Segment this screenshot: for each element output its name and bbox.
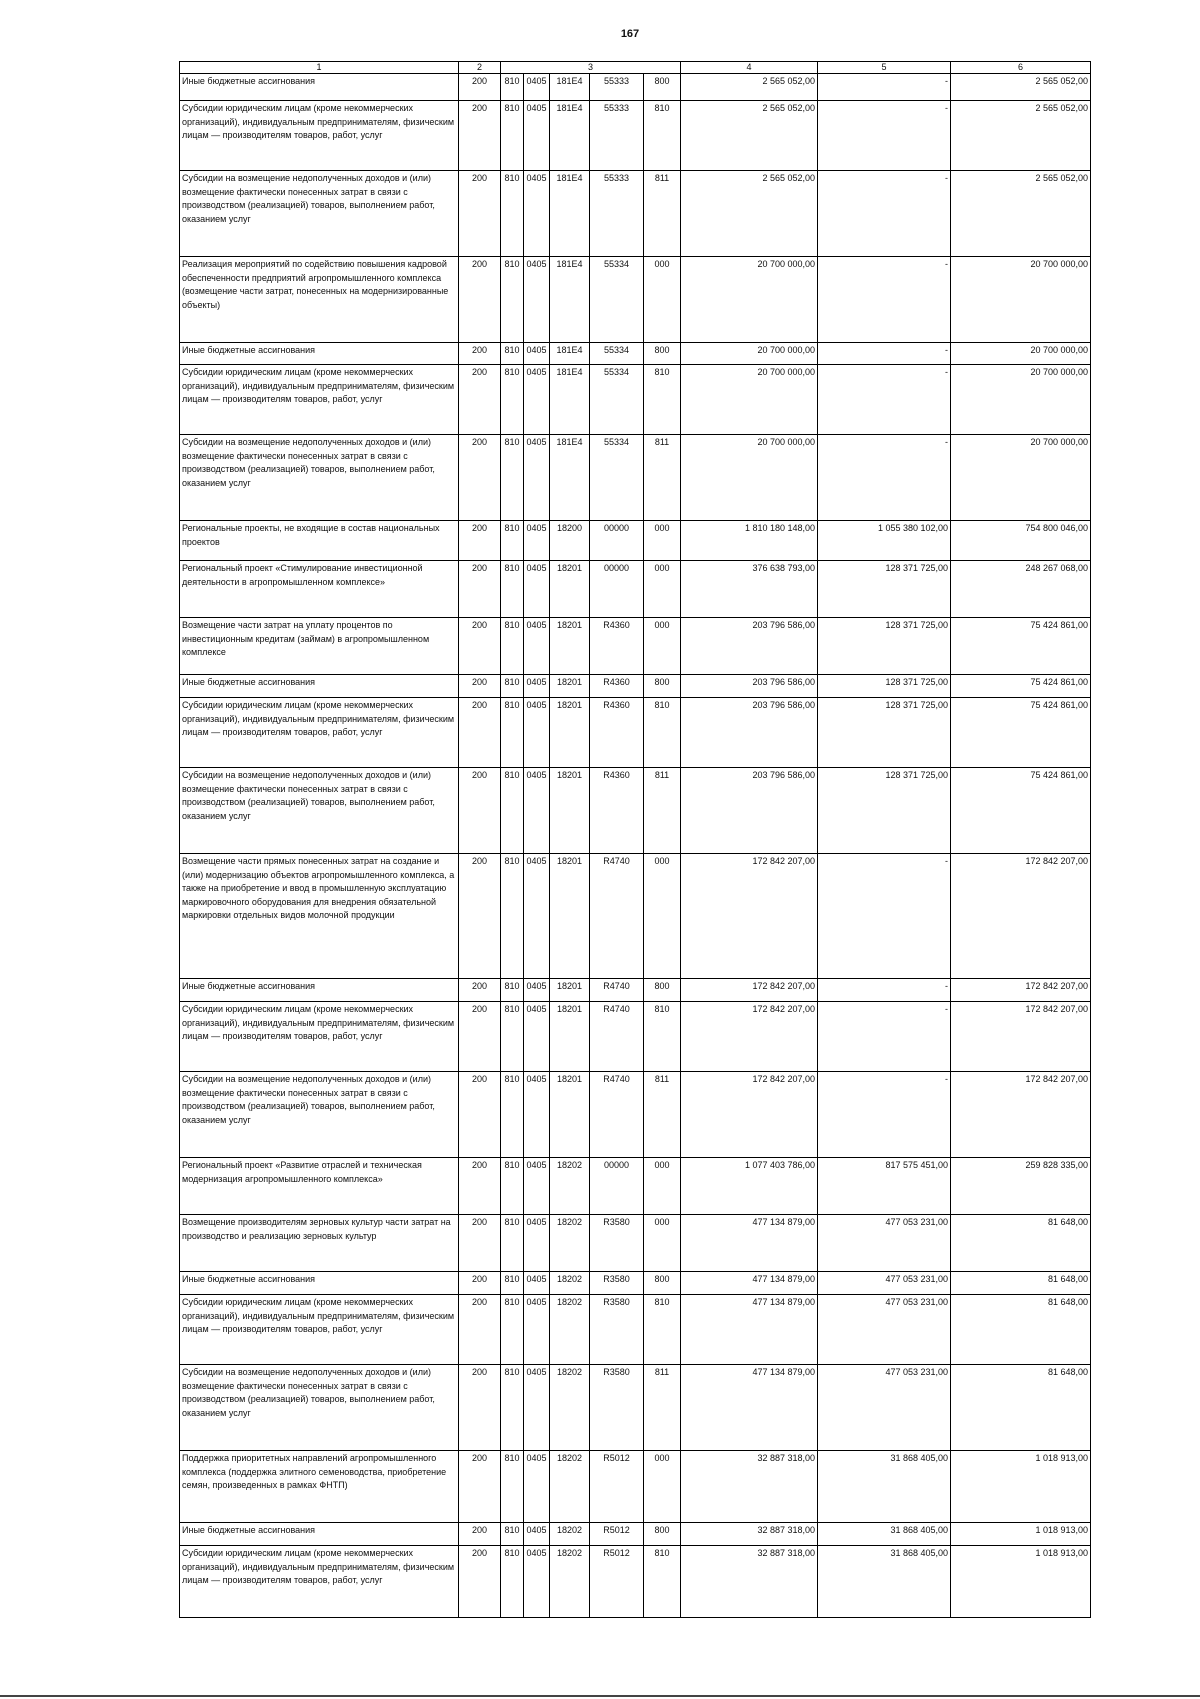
row-expense-type: 000	[644, 854, 681, 979]
header-col-5: 5	[818, 62, 951, 74]
row-code: 200	[459, 1546, 501, 1618]
row-name: Субсидии юридическим лицам (кроме некоммерческих организаций), индивидуальным предпринимателям, физическим лицам — производителям товаров, работ, услуг	[180, 365, 459, 435]
row-code: 200	[459, 74, 501, 101]
row-program-code: 18201	[550, 1002, 590, 1072]
table-row	[180, 698, 1091, 768]
row-section: 810	[501, 618, 524, 675]
row-program-code: 18202	[550, 1158, 590, 1215]
row-expense-type: 811	[644, 171, 681, 257]
row-amount-regional: 81 648,00	[951, 1215, 1091, 1272]
row-code: 200	[459, 1451, 501, 1523]
row-amount-federal: -	[818, 1002, 951, 1072]
table-row	[180, 1451, 1091, 1523]
row-program-code: 18202	[550, 1295, 590, 1365]
row-subsection: 0405	[524, 343, 550, 365]
row-amount-total: 20 700 000,00	[681, 257, 818, 343]
row-subsection: 0405	[524, 675, 550, 698]
row-expense-type: 811	[644, 1365, 681, 1451]
row-subsection: 0405	[524, 1295, 550, 1365]
row-expense-type: 810	[644, 101, 681, 171]
row-amount-federal: 128 371 725,00	[818, 675, 951, 698]
table-row	[180, 257, 1091, 343]
row-code: 200	[459, 854, 501, 979]
row-section: 810	[501, 74, 524, 101]
row-code: 200	[459, 365, 501, 435]
row-section: 810	[501, 854, 524, 979]
row-amount-federal: 1 055 380 102,00	[818, 521, 951, 561]
row-program-code: 18201	[550, 698, 590, 768]
row-amount-federal: 477 053 231,00	[818, 1295, 951, 1365]
row-code: 200	[459, 618, 501, 675]
row-subsection: 0405	[524, 1365, 550, 1451]
row-amount-federal: -	[818, 979, 951, 1002]
row-amount-total: 172 842 207,00	[681, 1072, 818, 1158]
row-section: 810	[501, 1002, 524, 1072]
row-amount-total: 1 077 403 786,00	[681, 1158, 818, 1215]
row-direction-code: 55334	[590, 343, 644, 365]
row-expense-type: 800	[644, 1272, 681, 1295]
row-section: 810	[501, 1546, 524, 1618]
row-code: 200	[459, 1365, 501, 1451]
row-amount-federal: -	[818, 365, 951, 435]
table-row	[180, 1272, 1091, 1295]
row-amount-regional: 75 424 861,00	[951, 618, 1091, 675]
table-row	[180, 1523, 1091, 1546]
row-amount-federal: 477 053 231,00	[818, 1215, 951, 1272]
row-name: Субсидии юридическим лицам (кроме некоммерческих организаций), индивидуальным предпринимателям, физическим лицам — производителям товаров, работ, услуг	[180, 1002, 459, 1072]
row-amount-total: 2 565 052,00	[681, 101, 818, 171]
row-direction-code: 55334	[590, 435, 644, 521]
header-row	[180, 62, 1091, 74]
row-amount-regional: 2 565 052,00	[951, 74, 1091, 101]
table-row	[180, 1295, 1091, 1365]
row-subsection: 0405	[524, 1072, 550, 1158]
row-section: 810	[501, 1523, 524, 1546]
row-amount-regional: 248 267 068,00	[951, 561, 1091, 618]
row-section: 810	[501, 1072, 524, 1158]
row-name: Иные бюджетные ассигнования	[180, 74, 459, 101]
row-amount-regional: 2 565 052,00	[951, 171, 1091, 257]
row-program-code: 18202	[550, 1215, 590, 1272]
row-direction-code: 00000	[590, 561, 644, 618]
row-program-code: 18201	[550, 675, 590, 698]
row-code: 200	[459, 561, 501, 618]
row-amount-total: 477 134 879,00	[681, 1365, 818, 1451]
row-name: Возмещение производителям зерновых культур части затрат на производство и реализацию зерновых культур	[180, 1215, 459, 1272]
table-row	[180, 343, 1091, 365]
row-amount-federal: -	[818, 1072, 951, 1158]
row-amount-federal: -	[818, 171, 951, 257]
row-amount-regional: 1 018 913,00	[951, 1523, 1091, 1546]
row-program-code: 181E4	[550, 343, 590, 365]
row-amount-total: 172 842 207,00	[681, 1002, 818, 1072]
row-direction-code: R4360	[590, 675, 644, 698]
row-amount-federal: 477 053 231,00	[818, 1365, 951, 1451]
bottom-rule	[0, 1695, 1200, 1697]
row-code: 200	[459, 171, 501, 257]
header-col-3: 3	[501, 62, 681, 74]
row-section: 810	[501, 698, 524, 768]
table-row	[180, 1072, 1091, 1158]
row-program-code: 18200	[550, 521, 590, 561]
row-direction-code: R3580	[590, 1272, 644, 1295]
row-direction-code: R5012	[590, 1451, 644, 1523]
row-direction-code: 55334	[590, 257, 644, 343]
row-amount-regional: 81 648,00	[951, 1295, 1091, 1365]
row-name: Субсидии на возмещение недополученных доходов и (или) возмещение фактически понесенных затрат в связи с производством (реализацией) товаров, выполнением работ, оказанием услуг	[180, 435, 459, 521]
row-subsection: 0405	[524, 979, 550, 1002]
header-col-1: 1	[180, 62, 459, 74]
row-name: Субсидии юридическим лицам (кроме некоммерческих организаций), индивидуальным предпринимателям, физическим лицам — производителям товаров, работ, услуг	[180, 1546, 459, 1618]
row-program-code: 18201	[550, 854, 590, 979]
row-direction-code: R4360	[590, 768, 644, 854]
row-amount-regional: 1 018 913,00	[951, 1546, 1091, 1618]
row-amount-regional: 81 648,00	[951, 1365, 1091, 1451]
table-row	[180, 74, 1091, 101]
row-amount-total: 20 700 000,00	[681, 435, 818, 521]
row-subsection: 0405	[524, 257, 550, 343]
table-row	[180, 675, 1091, 698]
row-amount-total: 477 134 879,00	[681, 1295, 818, 1365]
row-amount-federal: -	[818, 101, 951, 171]
row-amount-regional: 75 424 861,00	[951, 698, 1091, 768]
budget-table	[179, 61, 1091, 1618]
row-expense-type: 810	[644, 1002, 681, 1072]
row-amount-federal: -	[818, 74, 951, 101]
row-name: Иные бюджетные ассигнования	[180, 1272, 459, 1295]
row-program-code: 18201	[550, 768, 590, 854]
row-program-code: 181E4	[550, 74, 590, 101]
table-row	[180, 979, 1091, 1002]
row-amount-federal: 31 868 405,00	[818, 1546, 951, 1618]
table-row	[180, 521, 1091, 561]
row-code: 200	[459, 979, 501, 1002]
row-subsection: 0405	[524, 171, 550, 257]
row-amount-regional: 20 700 000,00	[951, 365, 1091, 435]
row-program-code: 18202	[550, 1365, 590, 1451]
row-direction-code: R4740	[590, 854, 644, 979]
row-expense-type: 800	[644, 979, 681, 1002]
row-amount-total: 20 700 000,00	[681, 365, 818, 435]
row-direction-code: 00000	[590, 521, 644, 561]
row-code: 200	[459, 1295, 501, 1365]
row-name: Субсидии на возмещение недополученных доходов и (или) возмещение фактически понесенных затрат в связи с производством (реализацией) товаров, выполнением работ, оказанием услуг	[180, 171, 459, 257]
row-section: 810	[501, 675, 524, 698]
row-direction-code: 55333	[590, 171, 644, 257]
row-expense-type: 811	[644, 768, 681, 854]
row-amount-federal: -	[818, 257, 951, 343]
row-amount-total: 203 796 586,00	[681, 698, 818, 768]
row-expense-type: 000	[644, 1158, 681, 1215]
row-expense-type: 811	[644, 1072, 681, 1158]
row-code: 200	[459, 768, 501, 854]
table-row	[180, 1365, 1091, 1451]
row-subsection: 0405	[524, 698, 550, 768]
row-direction-code: 55333	[590, 101, 644, 171]
row-amount-regional: 1 018 913,00	[951, 1451, 1091, 1523]
row-subsection: 0405	[524, 101, 550, 171]
row-section: 810	[501, 979, 524, 1002]
table-row	[180, 854, 1091, 979]
row-program-code: 18201	[550, 979, 590, 1002]
row-name: Иные бюджетные ассигнования	[180, 1523, 459, 1546]
row-name: Субсидии на возмещение недополученных доходов и (или) возмещение фактически понесенных затрат в связи с производством (реализацией) товаров, выполнением работ, оказанием услуг	[180, 1072, 459, 1158]
row-amount-total: 203 796 586,00	[681, 675, 818, 698]
row-program-code: 181E4	[550, 101, 590, 171]
row-name: Иные бюджетные ассигнования	[180, 979, 459, 1002]
row-expense-type: 800	[644, 1523, 681, 1546]
row-subsection: 0405	[524, 521, 550, 561]
row-section: 810	[501, 257, 524, 343]
row-code: 200	[459, 1158, 501, 1215]
row-amount-total: 20 700 000,00	[681, 343, 818, 365]
row-program-code: 18202	[550, 1546, 590, 1618]
row-subsection: 0405	[524, 74, 550, 101]
row-direction-code: R4360	[590, 618, 644, 675]
row-amount-federal: 128 371 725,00	[818, 618, 951, 675]
row-expense-type: 811	[644, 435, 681, 521]
row-code: 200	[459, 521, 501, 561]
row-direction-code: 55333	[590, 74, 644, 101]
row-program-code: 18202	[550, 1272, 590, 1295]
row-program-code: 18202	[550, 1451, 590, 1523]
row-amount-regional: 20 700 000,00	[951, 343, 1091, 365]
row-subsection: 0405	[524, 1002, 550, 1072]
table-row	[180, 768, 1091, 854]
row-code: 200	[459, 435, 501, 521]
page-number: 167	[620, 28, 640, 40]
row-section: 810	[501, 171, 524, 257]
table-row	[180, 1158, 1091, 1215]
row-name: Субсидии юридическим лицам (кроме некоммерческих организаций), индивидуальным предпринимателям, физическим лицам — производителям товаров, работ, услуг	[180, 1295, 459, 1365]
row-program-code: 181E4	[550, 257, 590, 343]
row-name: Субсидии на возмещение недополученных доходов и (или) возмещение фактически понесенных затрат в связи с производством (реализацией) товаров, выполнением работ, оказанием услуг	[180, 1365, 459, 1451]
row-section: 810	[501, 521, 524, 561]
row-amount-federal: 31 868 405,00	[818, 1523, 951, 1546]
row-amount-total: 2 565 052,00	[681, 74, 818, 101]
row-amount-regional: 259 828 335,00	[951, 1158, 1091, 1215]
row-amount-federal: -	[818, 854, 951, 979]
row-code: 200	[459, 1002, 501, 1072]
table-row	[180, 435, 1091, 521]
row-section: 810	[501, 1451, 524, 1523]
row-name: Иные бюджетные ассигнования	[180, 675, 459, 698]
row-name: Субсидии юридическим лицам (кроме некоммерческих организаций), индивидуальным предпринимателям, физическим лицам — производителям товаров, работ, услуг	[180, 101, 459, 171]
row-amount-total: 203 796 586,00	[681, 768, 818, 854]
row-amount-federal: 128 371 725,00	[818, 698, 951, 768]
row-amount-federal: 31 868 405,00	[818, 1451, 951, 1523]
row-code: 200	[459, 343, 501, 365]
row-subsection: 0405	[524, 854, 550, 979]
row-amount-federal: 817 575 451,00	[818, 1158, 951, 1215]
row-code: 200	[459, 257, 501, 343]
row-amount-federal: -	[818, 343, 951, 365]
row-expense-type: 800	[644, 343, 681, 365]
row-program-code: 181E4	[550, 171, 590, 257]
row-amount-regional: 81 648,00	[951, 1272, 1091, 1295]
row-amount-regional: 2 565 052,00	[951, 101, 1091, 171]
row-amount-regional: 172 842 207,00	[951, 854, 1091, 979]
row-amount-federal: 128 371 725,00	[818, 561, 951, 618]
row-expense-type: 000	[644, 561, 681, 618]
row-section: 810	[501, 435, 524, 521]
row-expense-type: 000	[644, 1451, 681, 1523]
row-expense-type: 000	[644, 257, 681, 343]
row-expense-type: 810	[644, 1546, 681, 1618]
row-amount-regional: 20 700 000,00	[951, 435, 1091, 521]
row-name: Реализация мероприятий по содействию повышения кадровой обеспеченности предприятий агропромышленного комплекса (возмещение части затрат, понесенных на модернизированные объекты)	[180, 257, 459, 343]
row-amount-total: 172 842 207,00	[681, 979, 818, 1002]
header-col-4: 4	[681, 62, 818, 74]
row-section: 810	[501, 1215, 524, 1272]
row-amount-federal: 477 053 231,00	[818, 1272, 951, 1295]
row-amount-federal: 128 371 725,00	[818, 768, 951, 854]
row-name: Возмещение части затрат на уплату процентов по инвестиционным кредитам (займам) в агропромышленном комплексе	[180, 618, 459, 675]
row-amount-federal: -	[818, 435, 951, 521]
table-row	[180, 618, 1091, 675]
row-expense-type: 800	[644, 675, 681, 698]
row-section: 810	[501, 365, 524, 435]
row-amount-total: 203 796 586,00	[681, 618, 818, 675]
row-amount-regional: 172 842 207,00	[951, 979, 1091, 1002]
row-code: 200	[459, 1272, 501, 1295]
row-direction-code: R4740	[590, 1072, 644, 1158]
header-col-2: 2	[459, 62, 501, 74]
row-code: 200	[459, 1523, 501, 1546]
row-subsection: 0405	[524, 435, 550, 521]
table-row	[180, 1546, 1091, 1618]
table-row	[180, 101, 1091, 171]
row-expense-type: 810	[644, 698, 681, 768]
row-name: Субсидии юридическим лицам (кроме некоммерческих организаций), индивидуальным предпринимателям, физическим лицам — производителям товаров, работ, услуг	[180, 698, 459, 768]
table-row	[180, 365, 1091, 435]
row-expense-type: 810	[644, 1295, 681, 1365]
row-amount-total: 172 842 207,00	[681, 854, 818, 979]
row-amount-regional: 20 700 000,00	[951, 257, 1091, 343]
row-direction-code: R4360	[590, 698, 644, 768]
row-direction-code: 00000	[590, 1158, 644, 1215]
row-amount-total: 477 134 879,00	[681, 1215, 818, 1272]
row-section: 810	[501, 101, 524, 171]
row-section: 810	[501, 1365, 524, 1451]
row-program-code: 181E4	[550, 365, 590, 435]
row-section: 810	[501, 1272, 524, 1295]
row-subsection: 0405	[524, 1546, 550, 1618]
row-amount-total: 1 810 180 148,00	[681, 521, 818, 561]
row-section: 810	[501, 768, 524, 854]
row-amount-regional: 754 800 046,00	[951, 521, 1091, 561]
row-direction-code: R3580	[590, 1215, 644, 1272]
row-amount-total: 376 638 793,00	[681, 561, 818, 618]
row-direction-code: R4740	[590, 1002, 644, 1072]
row-subsection: 0405	[524, 768, 550, 854]
row-amount-total: 32 887 318,00	[681, 1451, 818, 1523]
row-name: Региональные проекты, не входящие в состав национальных проектов	[180, 521, 459, 561]
row-subsection: 0405	[524, 365, 550, 435]
row-amount-regional: 75 424 861,00	[951, 675, 1091, 698]
row-expense-type: 000	[644, 618, 681, 675]
row-amount-total: 477 134 879,00	[681, 1272, 818, 1295]
row-amount-regional: 75 424 861,00	[951, 768, 1091, 854]
row-subsection: 0405	[524, 1451, 550, 1523]
row-expense-type: 000	[644, 521, 681, 561]
row-direction-code: R4740	[590, 979, 644, 1002]
row-code: 200	[459, 101, 501, 171]
row-program-code: 181E4	[550, 435, 590, 521]
row-section: 810	[501, 343, 524, 365]
row-program-code: 18201	[550, 618, 590, 675]
row-subsection: 0405	[524, 1158, 550, 1215]
table-row	[180, 171, 1091, 257]
row-name: Поддержка приоритетных направлений агропромышленного комплекса (поддержка элитного семеноводства, приобретение семян, произведенных в рамках ФНТП)	[180, 1451, 459, 1523]
row-section: 810	[501, 1295, 524, 1365]
row-amount-total: 2 565 052,00	[681, 171, 818, 257]
row-name: Региональный проект «Стимулирование инвестиционной деятельности в агропромышленном комплексе»	[180, 561, 459, 618]
row-expense-type: 810	[644, 365, 681, 435]
row-program-code: 18201	[550, 1072, 590, 1158]
row-program-code: 18201	[550, 561, 590, 618]
row-direction-code: R5012	[590, 1523, 644, 1546]
table-row	[180, 1215, 1091, 1272]
row-code: 200	[459, 1215, 501, 1272]
row-amount-total: 32 887 318,00	[681, 1523, 818, 1546]
row-amount-regional: 172 842 207,00	[951, 1072, 1091, 1158]
row-subsection: 0405	[524, 1215, 550, 1272]
row-name: Региональный проект «Развитие отраслей и техническая модернизация агропромышленного комплекса»	[180, 1158, 459, 1215]
table-row	[180, 561, 1091, 618]
row-direction-code: R5012	[590, 1546, 644, 1618]
header-col-6: 6	[951, 62, 1091, 74]
row-section: 810	[501, 1158, 524, 1215]
row-name: Субсидии на возмещение недополученных доходов и (или) возмещение фактически понесенных затрат в связи с производством (реализацией) товаров, выполнением работ, оказанием услуг	[180, 768, 459, 854]
row-direction-code: R3580	[590, 1295, 644, 1365]
row-section: 810	[501, 561, 524, 618]
row-subsection: 0405	[524, 1523, 550, 1546]
row-code: 200	[459, 1072, 501, 1158]
row-amount-total: 32 887 318,00	[681, 1546, 818, 1618]
row-subsection: 0405	[524, 561, 550, 618]
row-subsection: 0405	[524, 618, 550, 675]
row-amount-regional: 172 842 207,00	[951, 1002, 1091, 1072]
row-direction-code: R3580	[590, 1365, 644, 1451]
row-expense-type: 000	[644, 1215, 681, 1272]
row-name: Иные бюджетные ассигнования	[180, 343, 459, 365]
row-expense-type: 800	[644, 74, 681, 101]
row-program-code: 18202	[550, 1523, 590, 1546]
row-code: 200	[459, 675, 501, 698]
row-subsection: 0405	[524, 1272, 550, 1295]
row-name: Возмещение части прямых понесенных затрат на создание и (или) модернизацию объектов агропромышленного комплекса, а также на приобретение и ввод в промышленную эксплуатацию маркировочного оборудования для внедрения обязательной маркировки отдельных видов молочной продукции	[180, 854, 459, 979]
row-direction-code: 55334	[590, 365, 644, 435]
row-code: 200	[459, 698, 501, 768]
table-row	[180, 1002, 1091, 1072]
